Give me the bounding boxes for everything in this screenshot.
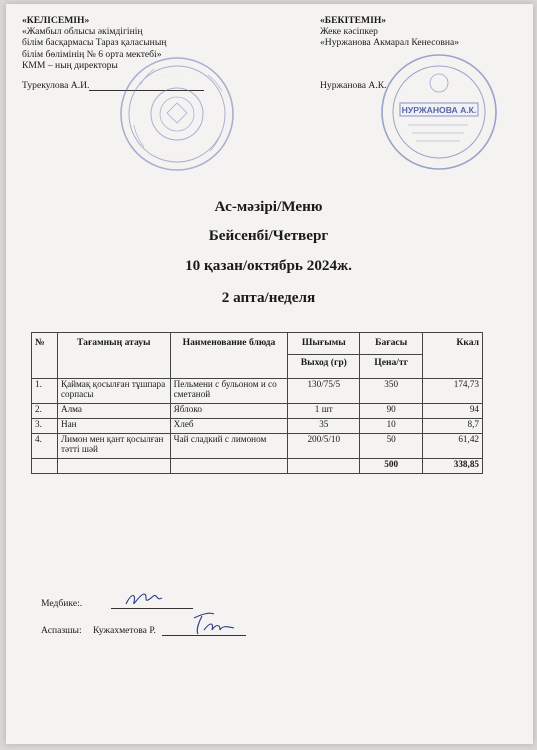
cell-empty (288, 459, 360, 474)
cell-kcal: 94 (423, 404, 483, 419)
svg-text:· · · · · · · · · ·: · · · · · · · · · · (148, 153, 178, 159)
cell-empty (32, 459, 58, 474)
cell-price: 10 (360, 419, 423, 434)
table-row (32, 404, 483, 419)
cell-name-kz: Лимон мен қант қосылған тәтті шәй (57, 434, 170, 459)
approval-line: білім бөлімінің № 6 орта мектебі» (22, 48, 162, 60)
cell-num: 2. (32, 404, 58, 419)
cell-yield: 1 шт (288, 404, 360, 419)
cell-num: 1. (32, 379, 58, 404)
table-row (32, 379, 483, 404)
cell-empty (170, 459, 288, 474)
cell-yield: 35 (288, 419, 360, 434)
cell-name-kz: Алма (57, 404, 170, 419)
table-header-row (32, 333, 483, 355)
cell-name-ru: Пельмени с бульоном и со сметаной (170, 379, 288, 404)
cell-price: 350 (360, 379, 423, 404)
cell-name-kz: Қаймақ қосылған тұшпара сорпасы (57, 379, 170, 404)
cook-label: Аспазшы: (41, 625, 82, 636)
col-header-price-ru: Цена/тг (360, 355, 423, 379)
week-title: 2 апта/неделя (221, 289, 316, 306)
weekday-title: Бейсенбі/Четверг (208, 227, 329, 244)
cell-price: 50 (360, 434, 423, 459)
col-header-num: № (32, 333, 58, 379)
nurse-label: Медбике:. (41, 598, 83, 609)
cell-num: 4. (32, 434, 58, 459)
approval-line: білім басқармасы Тараз қаласының (22, 37, 167, 49)
cook-signature (190, 610, 248, 640)
col-header-yield-ru: Выход (гр) (288, 355, 360, 379)
table-total-row (32, 459, 483, 474)
menu-table (31, 332, 483, 474)
svg-text:· · · · · · · · · ·: · · · · · · · · · · (148, 73, 178, 79)
cell-yield: 130/75/5 (288, 379, 360, 404)
col-header-name-kz: Тағамның атауы (57, 333, 170, 379)
school-stamp-seal (118, 55, 236, 173)
col-header-price-kz: Бағасы (360, 333, 423, 355)
cell-price: 90 (360, 404, 423, 419)
total-kcal: 338,85 (423, 459, 483, 474)
entrepreneur-stamp-seal (378, 53, 500, 171)
cell-kcal: 61,42 (423, 434, 483, 459)
entrepreneur-name: Нуржанова А.К. (320, 79, 387, 91)
col-header-name-ru: Наименование блюда (170, 333, 288, 379)
nurse-signature (122, 588, 172, 610)
cell-kcal: 8,7 (423, 419, 483, 434)
table-row (32, 434, 483, 459)
total-price: 500 (360, 459, 423, 474)
approval-heading-right: «БЕКІТЕМІН» (320, 15, 387, 26)
approval-line: Жеке кәсіпкер (320, 26, 378, 38)
col-header-kcal: Ккал (423, 333, 483, 379)
approval-heading-left: «КЕЛІСЕМІН» (22, 15, 90, 26)
approval-line: «Нуржанова Акмарал Кенесовна» (320, 37, 460, 49)
cell-name-ru: Яблоко (170, 404, 288, 419)
cell-num: 3. (32, 419, 58, 434)
menu-title: Ас-мәзірі/Меню (214, 198, 323, 215)
cell-name-ru: Хлеб (170, 419, 288, 434)
cook-name: Кужахметова Р. (93, 625, 156, 636)
approval-line: КММ – ның директоры (22, 59, 118, 71)
director-name: Турекулова А.И. (22, 80, 90, 92)
cell-kcal: 174,73 (423, 379, 483, 404)
table-row (32, 419, 483, 434)
cell-yield: 200/5/10 (288, 434, 360, 459)
cell-empty (57, 459, 170, 474)
stamp-text: НУРЖАНОВА А.К. (401, 105, 477, 115)
approval-line: «Жамбыл облысы әкімдігінің (22, 26, 143, 38)
col-header-yield-kz: Шығымы (288, 333, 360, 355)
cell-name-kz: Нан (57, 419, 170, 434)
date-title: 10 қазан/октябрь 2024ж. (185, 257, 352, 274)
cell-name-ru: Чай сладкий с лимоном (170, 434, 288, 459)
